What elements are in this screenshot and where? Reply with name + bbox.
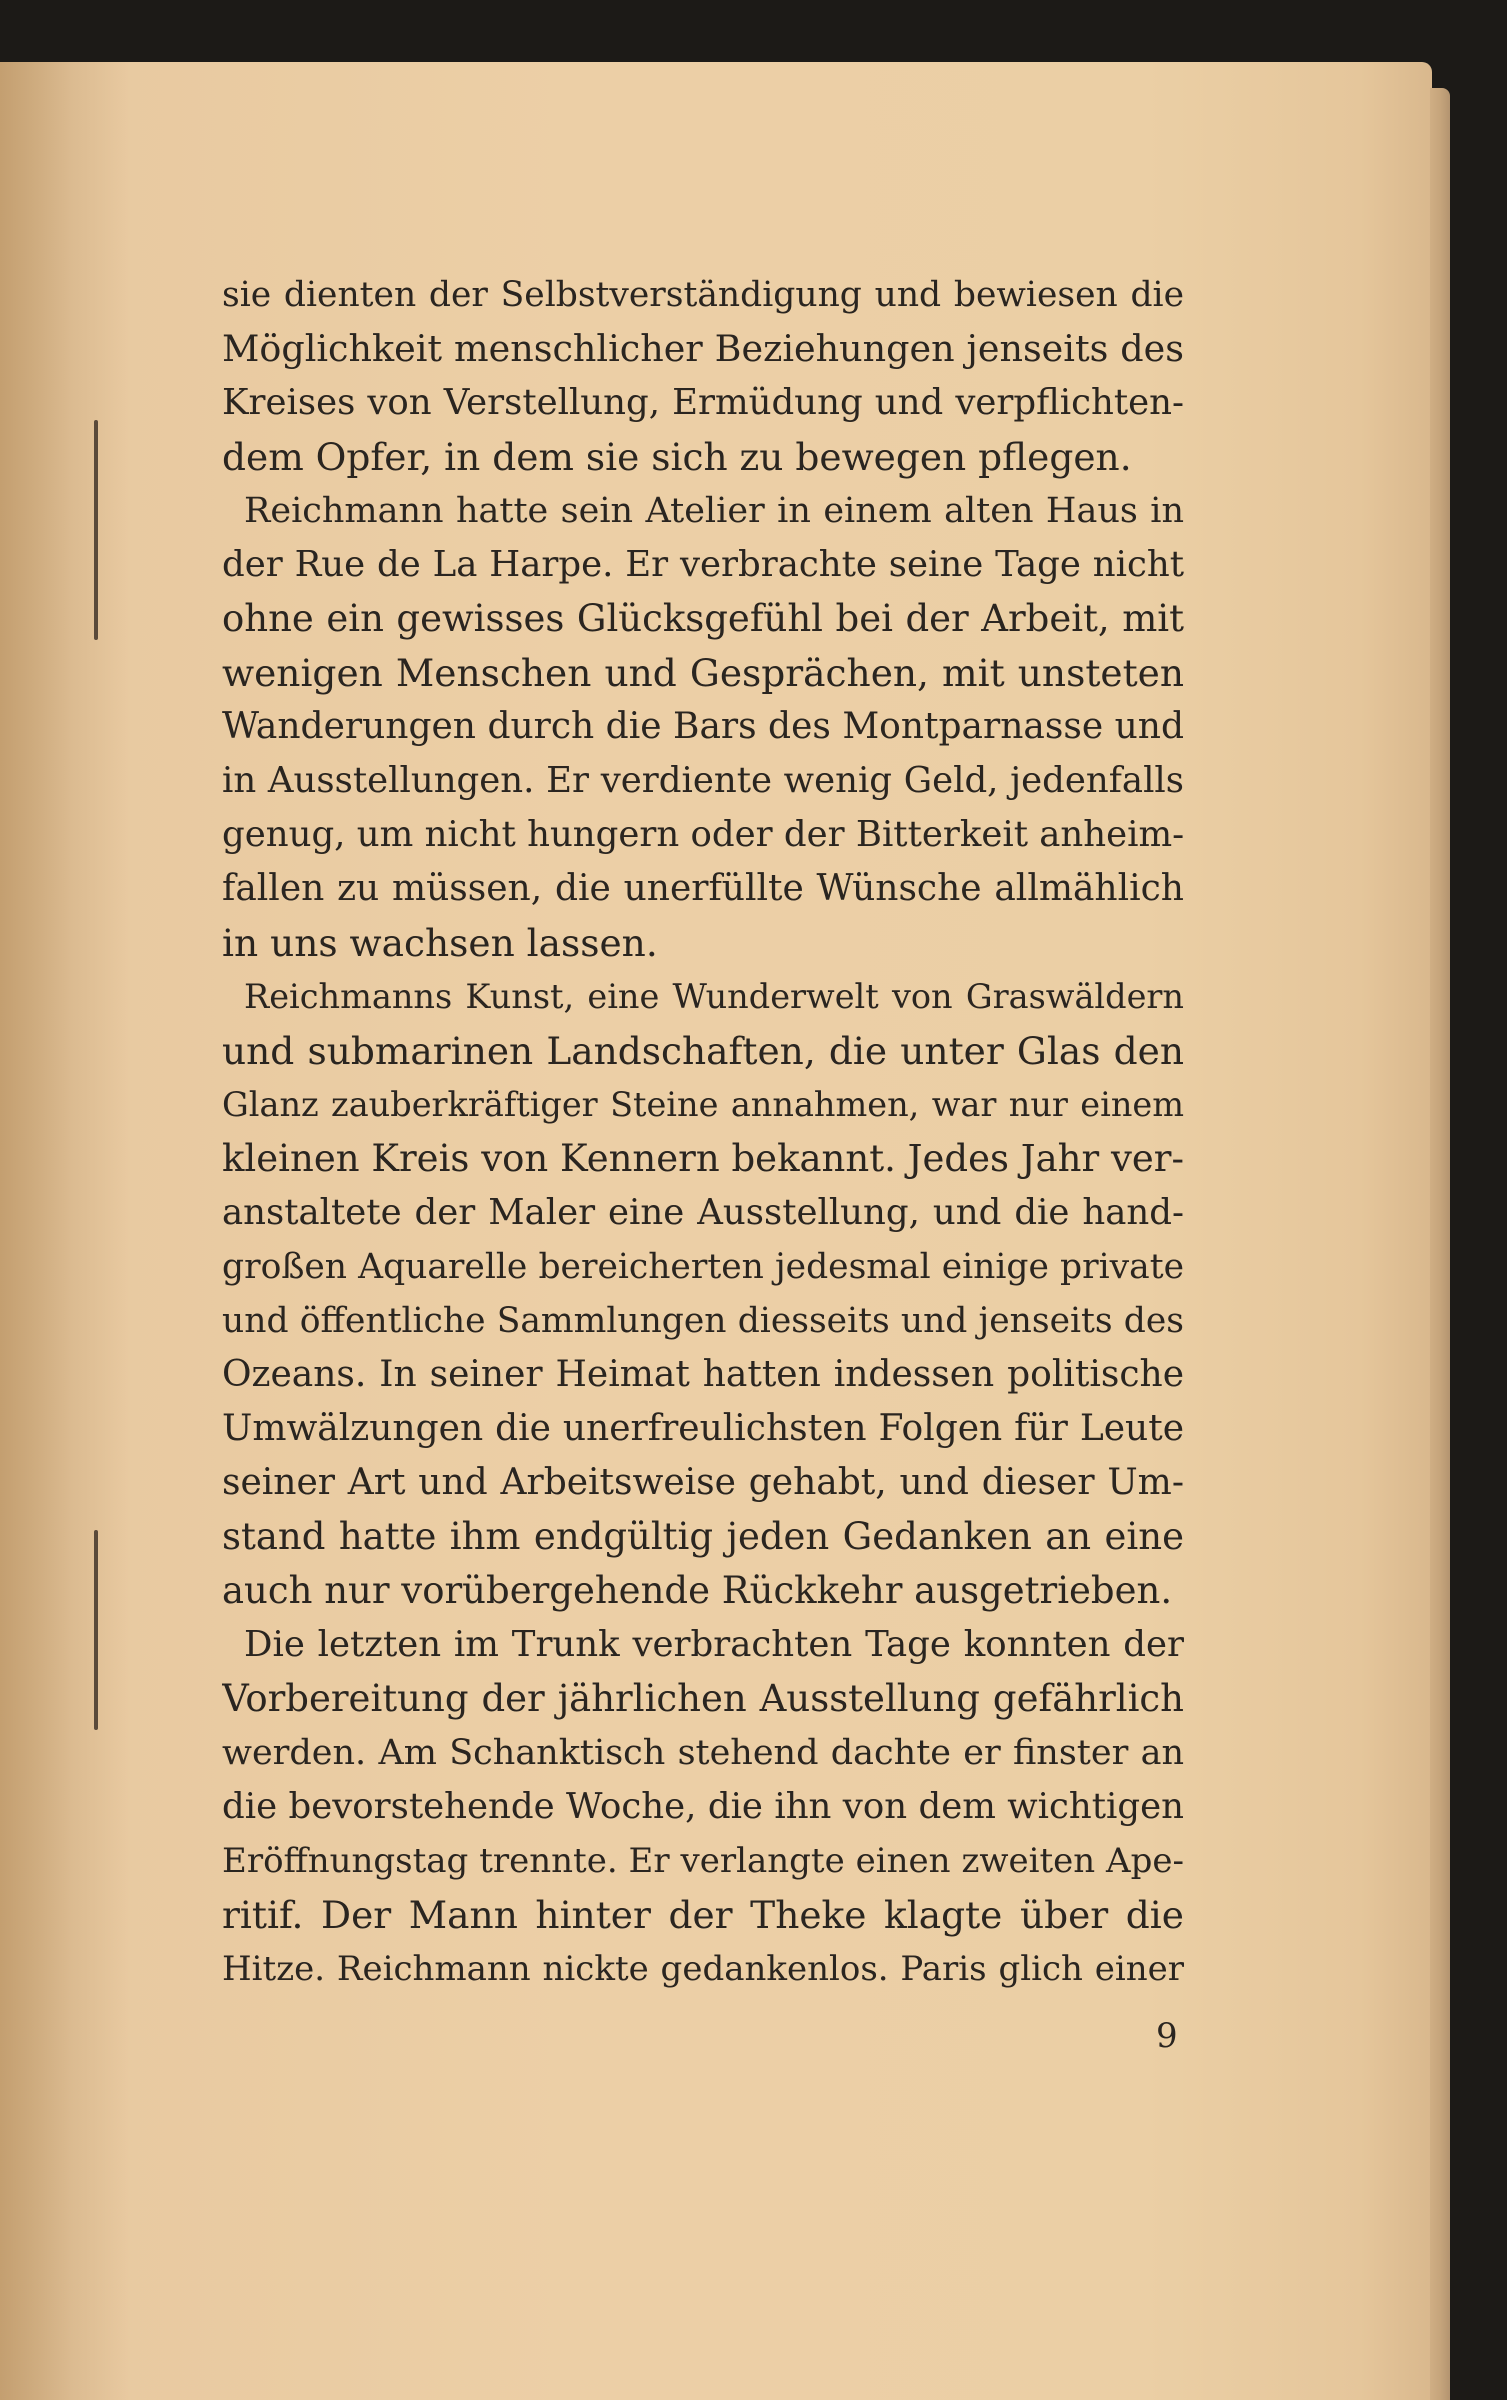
binding-mark (94, 420, 98, 640)
text-line: fallen zu müssen, die unerfüllte Wünsche allmählich (222, 868, 1184, 909)
binding-mark (94, 1530, 98, 1730)
body-text (222, 268, 1184, 1996)
paragraph (222, 268, 1184, 484)
page-number: 9 (1156, 2016, 1178, 2056)
text-line: ritif. Der Mann hinter der Theke klagte über die (222, 1893, 1184, 1937)
text-line: in Ausstellungen. Er verdiente wenig Geld, jedenfalls (222, 760, 1184, 801)
text-line: kleinen Kreis von Kennern bekannt. Jedes Jahr ver- (222, 1137, 1184, 1180)
paragraph (222, 484, 1184, 970)
text-line: werden. Am Schanktisch stehend dachte er finster an (222, 1733, 1184, 1773)
text-line: Wanderungen durch die Bars des Montparnasse und (222, 706, 1184, 747)
text-line: Die letzten im Trunk verbrachten Tage konnten der (244, 1624, 1184, 1665)
text-line: Möglichkeit menschlicher Beziehungen jenseits des (222, 327, 1184, 370)
paragraph (222, 1618, 1184, 1996)
text-line: Hitze. Reichmann nickte gedankenlos. Paris glich einer (222, 1949, 1184, 1989)
text-line: Vorbereitung der jährlichen Ausstellung gefährlich (222, 1677, 1184, 1720)
text-line: Ozeans. In seiner Heimat hatten indessen politische (222, 1354, 1184, 1395)
text-line: genug, um nicht hungern oder der Bitterkeit anheim- (222, 814, 1184, 855)
text-line: ohne ein gewisses Glücksgefühl bei der Arbeit, mit (222, 597, 1184, 640)
text-line: die bevorstehende Woche, die ihn von dem wichtigen (222, 1786, 1184, 1827)
text-line: auch nur vorübergehende Rückkehr ausgetrieben. (222, 1569, 1173, 1612)
text-line: in uns wachsen lassen. (222, 921, 658, 965)
text-line: der Rue de La Harpe. Er verbrachte seine Tage nicht (222, 544, 1184, 585)
text-line: dem Opfer, in dem sie sich zu bewegen pflegen. (222, 435, 1132, 479)
text-line: Eröffnungstag trennte. Er verlangte einen zweiten Ape- (222, 1841, 1184, 1881)
text-line: Umwälzungen die unerfreulichsten Folgen für Leute (222, 1408, 1184, 1449)
text-line: und öffentliche Sammlungen diesseits und jenseits des (222, 1301, 1184, 1341)
text-line: seiner Art und Arbeitsweise gehabt, und dieser Um- (222, 1462, 1184, 1503)
gutter-shadow (0, 62, 130, 2400)
text-line: Kreises von Verstellung, Ermüdung und verpflichten- (222, 382, 1184, 423)
text-line: wenigen Menschen und Gesprächen, mit unsteten (222, 651, 1184, 695)
text-line: Reichmanns Kunst, eine Wunderwelt von Graswäldern (244, 977, 1184, 1016)
text-line: sie dienten der Selbstverständigung und bewiesen die (222, 275, 1184, 315)
text-line: und submarinen Landschaften, die unter Glas den (222, 1029, 1184, 1073)
text-line: anstaltete der Maler eine Ausstellung, und die hand- (222, 1192, 1184, 1233)
paragraph (222, 970, 1184, 1618)
text-line: Reichmann hatte sein Atelier in einem alten Haus in (244, 491, 1184, 531)
text-line: stand hatte ihm endgültig jeden Gedanken an eine (222, 1515, 1184, 1558)
page-stack-edge (1430, 88, 1450, 2400)
text-line: Glanz zauberkräftiger Steine annahmen, war nur einem (222, 1085, 1184, 1124)
text-line: großen Aquarelle bereicherten jedesmal einige private (222, 1247, 1184, 1287)
